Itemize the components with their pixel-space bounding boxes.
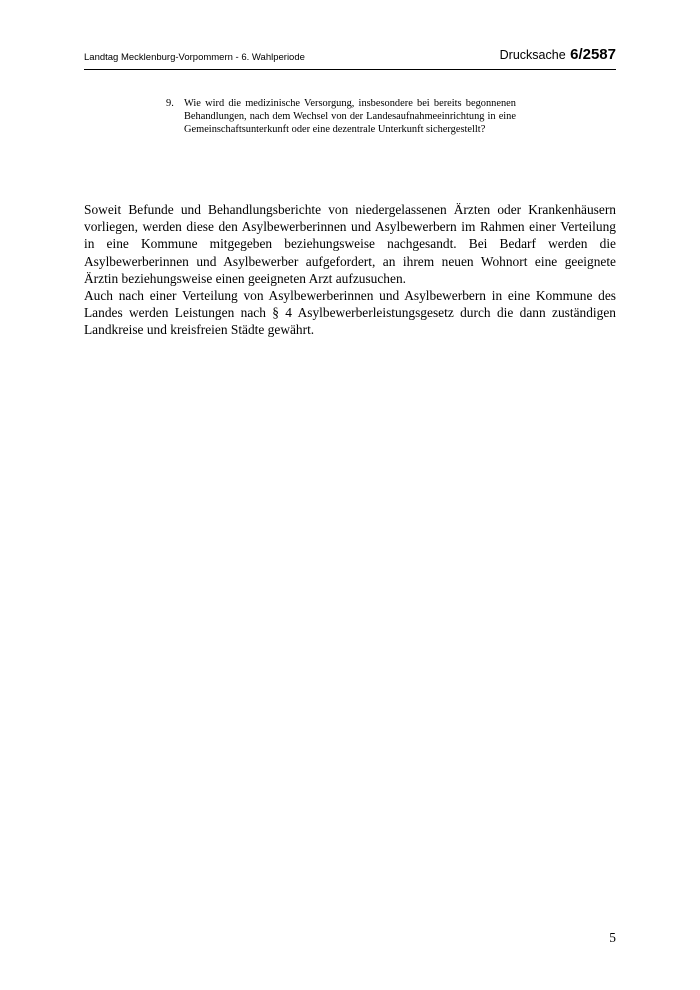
answer-paragraph-1: Soweit Befunde und Behandlungsberichte von niedergelassenen Ärzten oder Krankenhäusern vorliegen, werden diese den Asylbewerberinnen und Asylbewerbern im Rahmen einer Verteilung in eine Kommune mitgegeben beziehungsweise nachgesandt. Bei Bedarf werden die Asylbewerberinnen und Asylbewerber aufgefordert, an ihrem neuen Wohnort eine geeignete Ärztin beziehungsweise einen geeigneten Arzt aufzusuchen.	[84, 202, 616, 286]
document-number: 6/2587	[570, 46, 616, 63]
header-divider	[84, 69, 616, 70]
answer-paragraph-2: Auch nach einer Verteilung von Asylbewerberinnen und Asylbewerbern in eine Kommune des Landes werden Leistungen nach § 4 Asylbewerberleistungsgesetz durch die dann zuständigen Landkreise und kreisfreien Städte gewährt.	[84, 288, 616, 338]
page-header	[84, 45, 616, 67]
parliament-label: Landtag Mecklenburg-Vorpommern - 6. Wahlperiode	[84, 52, 305, 63]
page-number: 5	[609, 930, 616, 945]
question-text: Wie wird die medizinische Versorgung, insbesondere bei bereits begonnenen Behandlungen, nach dem Wechsel von der Landesaufnahmeeinrichtung in eine Gemeinschaftsunterkunft oder eine dezentrale Unterkunft sichergestellt?	[184, 98, 516, 136]
question-number: 9.	[166, 98, 174, 109]
question-block	[166, 97, 516, 137]
answer-block	[84, 201, 616, 339]
document-reference	[500, 46, 616, 64]
document-label: Drucksache	[499, 48, 566, 62]
